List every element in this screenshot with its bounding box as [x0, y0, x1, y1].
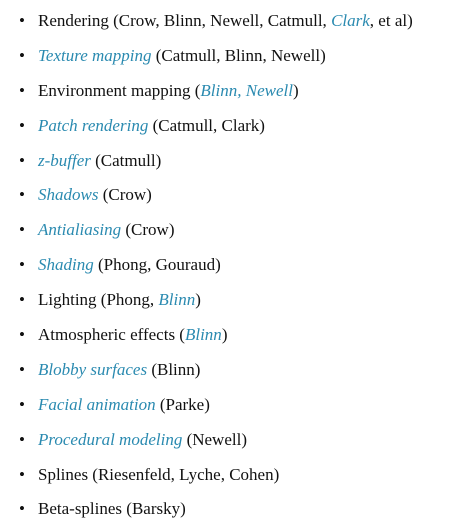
bullet-icon: • — [19, 325, 25, 345]
bullet-icon: • — [19, 80, 25, 100]
topic-link[interactable]: Shadows — [38, 185, 99, 205]
bullet-icon: • — [19, 150, 25, 170]
bullet-icon: • — [19, 464, 25, 484]
list-item — [0, 248, 469, 283]
list-item — [0, 318, 469, 353]
bullet-icon: • — [19, 499, 25, 519]
item-text: , et al) — [369, 11, 413, 30]
list-item — [0, 388, 469, 423]
bullet-icon: • — [19, 45, 25, 65]
item-text: (Catmull, Blinn, Newell) — [151, 45, 326, 65]
list-item — [0, 423, 469, 458]
item-text: (Phong, Gouraud) — [93, 255, 221, 275]
bullet-icon: • — [19, 359, 25, 379]
list-item — [0, 458, 469, 493]
list-item — [0, 144, 469, 179]
topic-link[interactable]: Shading — [38, 255, 94, 275]
item-text: (Crow) — [121, 220, 175, 240]
item-text: ) — [221, 325, 228, 345]
topic-link[interactable]: z-buffer — [38, 150, 91, 170]
bullet-icon: • — [19, 290, 25, 310]
topic-link[interactable]: Blinn, Newell — [200, 80, 293, 100]
list-item — [0, 74, 469, 109]
item-text: Beta-splines (Barsky) — [38, 499, 186, 519]
topic-link[interactable]: Antialiasing — [38, 220, 122, 240]
list-item — [0, 39, 469, 74]
item-text: ) — [195, 290, 201, 310]
list-item — [0, 178, 469, 213]
item-text: (Blinn) — [147, 359, 201, 379]
topic-link[interactable]: Blobby surfaces — [38, 359, 148, 379]
list-item — [0, 492, 469, 527]
bullet-icon: • — [19, 255, 25, 275]
item-text: Lighting (Phong, — [38, 290, 159, 310]
bullet-icon: • — [19, 185, 25, 205]
item-text: (Newell) — [182, 429, 247, 449]
topic-link[interactable]: Procedural modeling — [38, 429, 183, 449]
bullet-icon: • — [19, 394, 25, 414]
item-text: Rendering (Crow, Blinn, Newell, Catmull, — [38, 11, 332, 30]
bullet-icon: • — [19, 429, 25, 449]
item-text: Environment mapping ( — [38, 80, 201, 100]
item-text: (Parke) — [155, 394, 210, 414]
bullet-list — [0, 4, 469, 527]
list-item — [0, 213, 469, 248]
item-text: (Crow) — [98, 185, 152, 205]
item-text: (Catmull, Clark) — [148, 115, 265, 135]
topic-link[interactable]: Facial animation — [38, 394, 156, 414]
item-text: Atmospheric effects ( — [38, 325, 185, 345]
topic-link[interactable]: Patch rendering — [38, 115, 149, 135]
topic-link[interactable]: Blinn — [158, 290, 196, 310]
list-item — [0, 353, 469, 388]
item-text: (Catmull) — [90, 150, 162, 170]
topic-link[interactable]: Texture mapping — [38, 45, 152, 65]
list-item — [0, 4, 469, 39]
list-item — [0, 283, 469, 318]
bullet-icon: • — [19, 115, 25, 135]
bullet-icon: • — [19, 11, 25, 30]
list-item — [0, 109, 469, 144]
bullet-icon: • — [19, 220, 25, 240]
item-text: Splines (Riesenfeld, Lyche, Cohen) — [38, 464, 280, 484]
topic-link[interactable]: Clark — [331, 11, 370, 30]
topic-link[interactable]: Blinn — [184, 325, 222, 345]
item-text: ) — [292, 80, 299, 100]
